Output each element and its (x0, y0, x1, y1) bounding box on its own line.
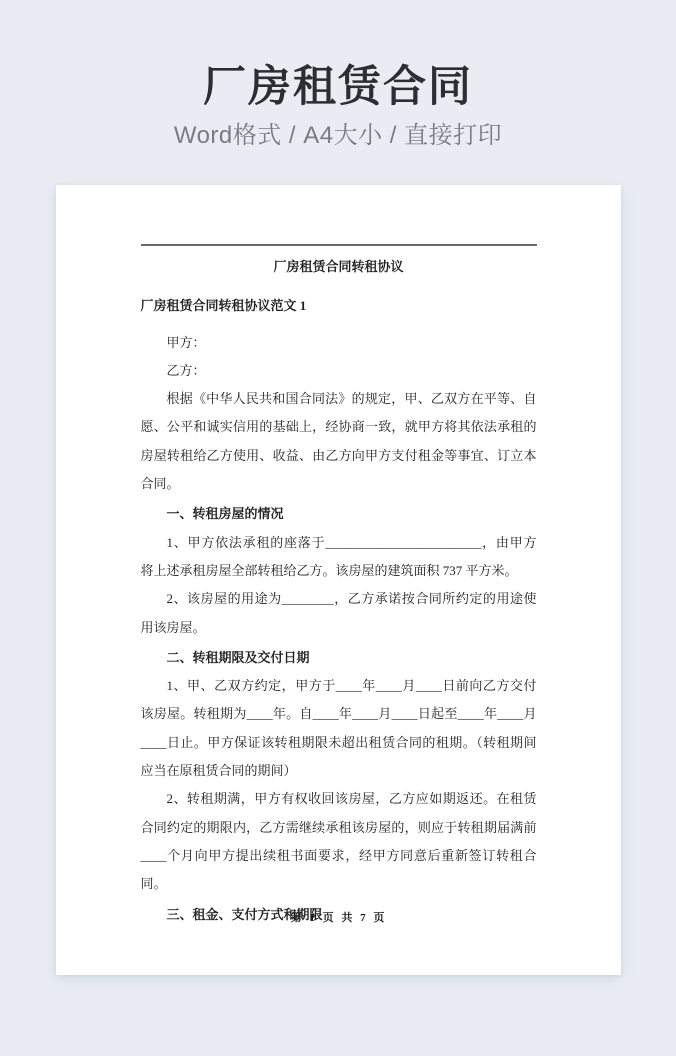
document-header-rule (141, 244, 537, 246)
doc-heading: 二、转租期限及交付日期 (166, 649, 310, 665)
doc-title: 厂房租赁合同转租协议 (273, 259, 404, 274)
document-body (141, 253, 537, 929)
doc-para: 2、该房屋的用途为________，乙方承诺按合同所约定的用途使用该房屋。 (140, 591, 537, 635)
page-header (0, 0, 676, 148)
doc-para: 1、甲、乙双方约定，甲方于____年____月____日前向乙方交付该房屋。转租期为____年。自____年____月____日起至____年____月____日止。甲方保证该转租期限未超出租赁合同的租期。（转租期间应当在原租赁合同的期间） (140, 678, 537, 779)
doc-para: 1、甲方依法承租的座落于________________________，由甲方将上述承租房屋全部转租给乙方。该房屋的建筑面积 737 平方米。 (140, 534, 537, 578)
doc-para: 乙方： (166, 362, 206, 378)
document-page (56, 185, 621, 975)
doc-heading: 三、租金、支付方式和期限 (166, 906, 323, 922)
doc-heading: 一、转租房屋的情况 (166, 506, 284, 522)
page-title: 厂房租赁合同 (203, 63, 473, 111)
doc-para: 根据《中华人民共和国合同法》的规定，甲、乙双方在平等、自愿、公平和诚实信用的基础上，经协商一致，就甲方将其依法承租的房屋转租给乙方使用、收益、由乙方向甲方支付租金等事宜、订立本合同。 (140, 391, 537, 492)
page-subtitle: Word格式 / A4大小 / 直接打印 (173, 122, 503, 149)
doc-subheading: 厂房租赁合同转租协议范文 1 (140, 298, 307, 314)
doc-para: 2、转租期满，甲方有权收回该房屋，乙方应如期返还。在租赁合同约定的期限内，乙方需继续承租该房屋的，则应于转租期届满前____个月向甲方提出续租书面要求，经甲方同意后重新签订转租合同。 (140, 791, 537, 892)
page-number-footer: 第 1 页 共 7 页 (290, 912, 386, 924)
doc-para: 甲方： (166, 334, 206, 350)
